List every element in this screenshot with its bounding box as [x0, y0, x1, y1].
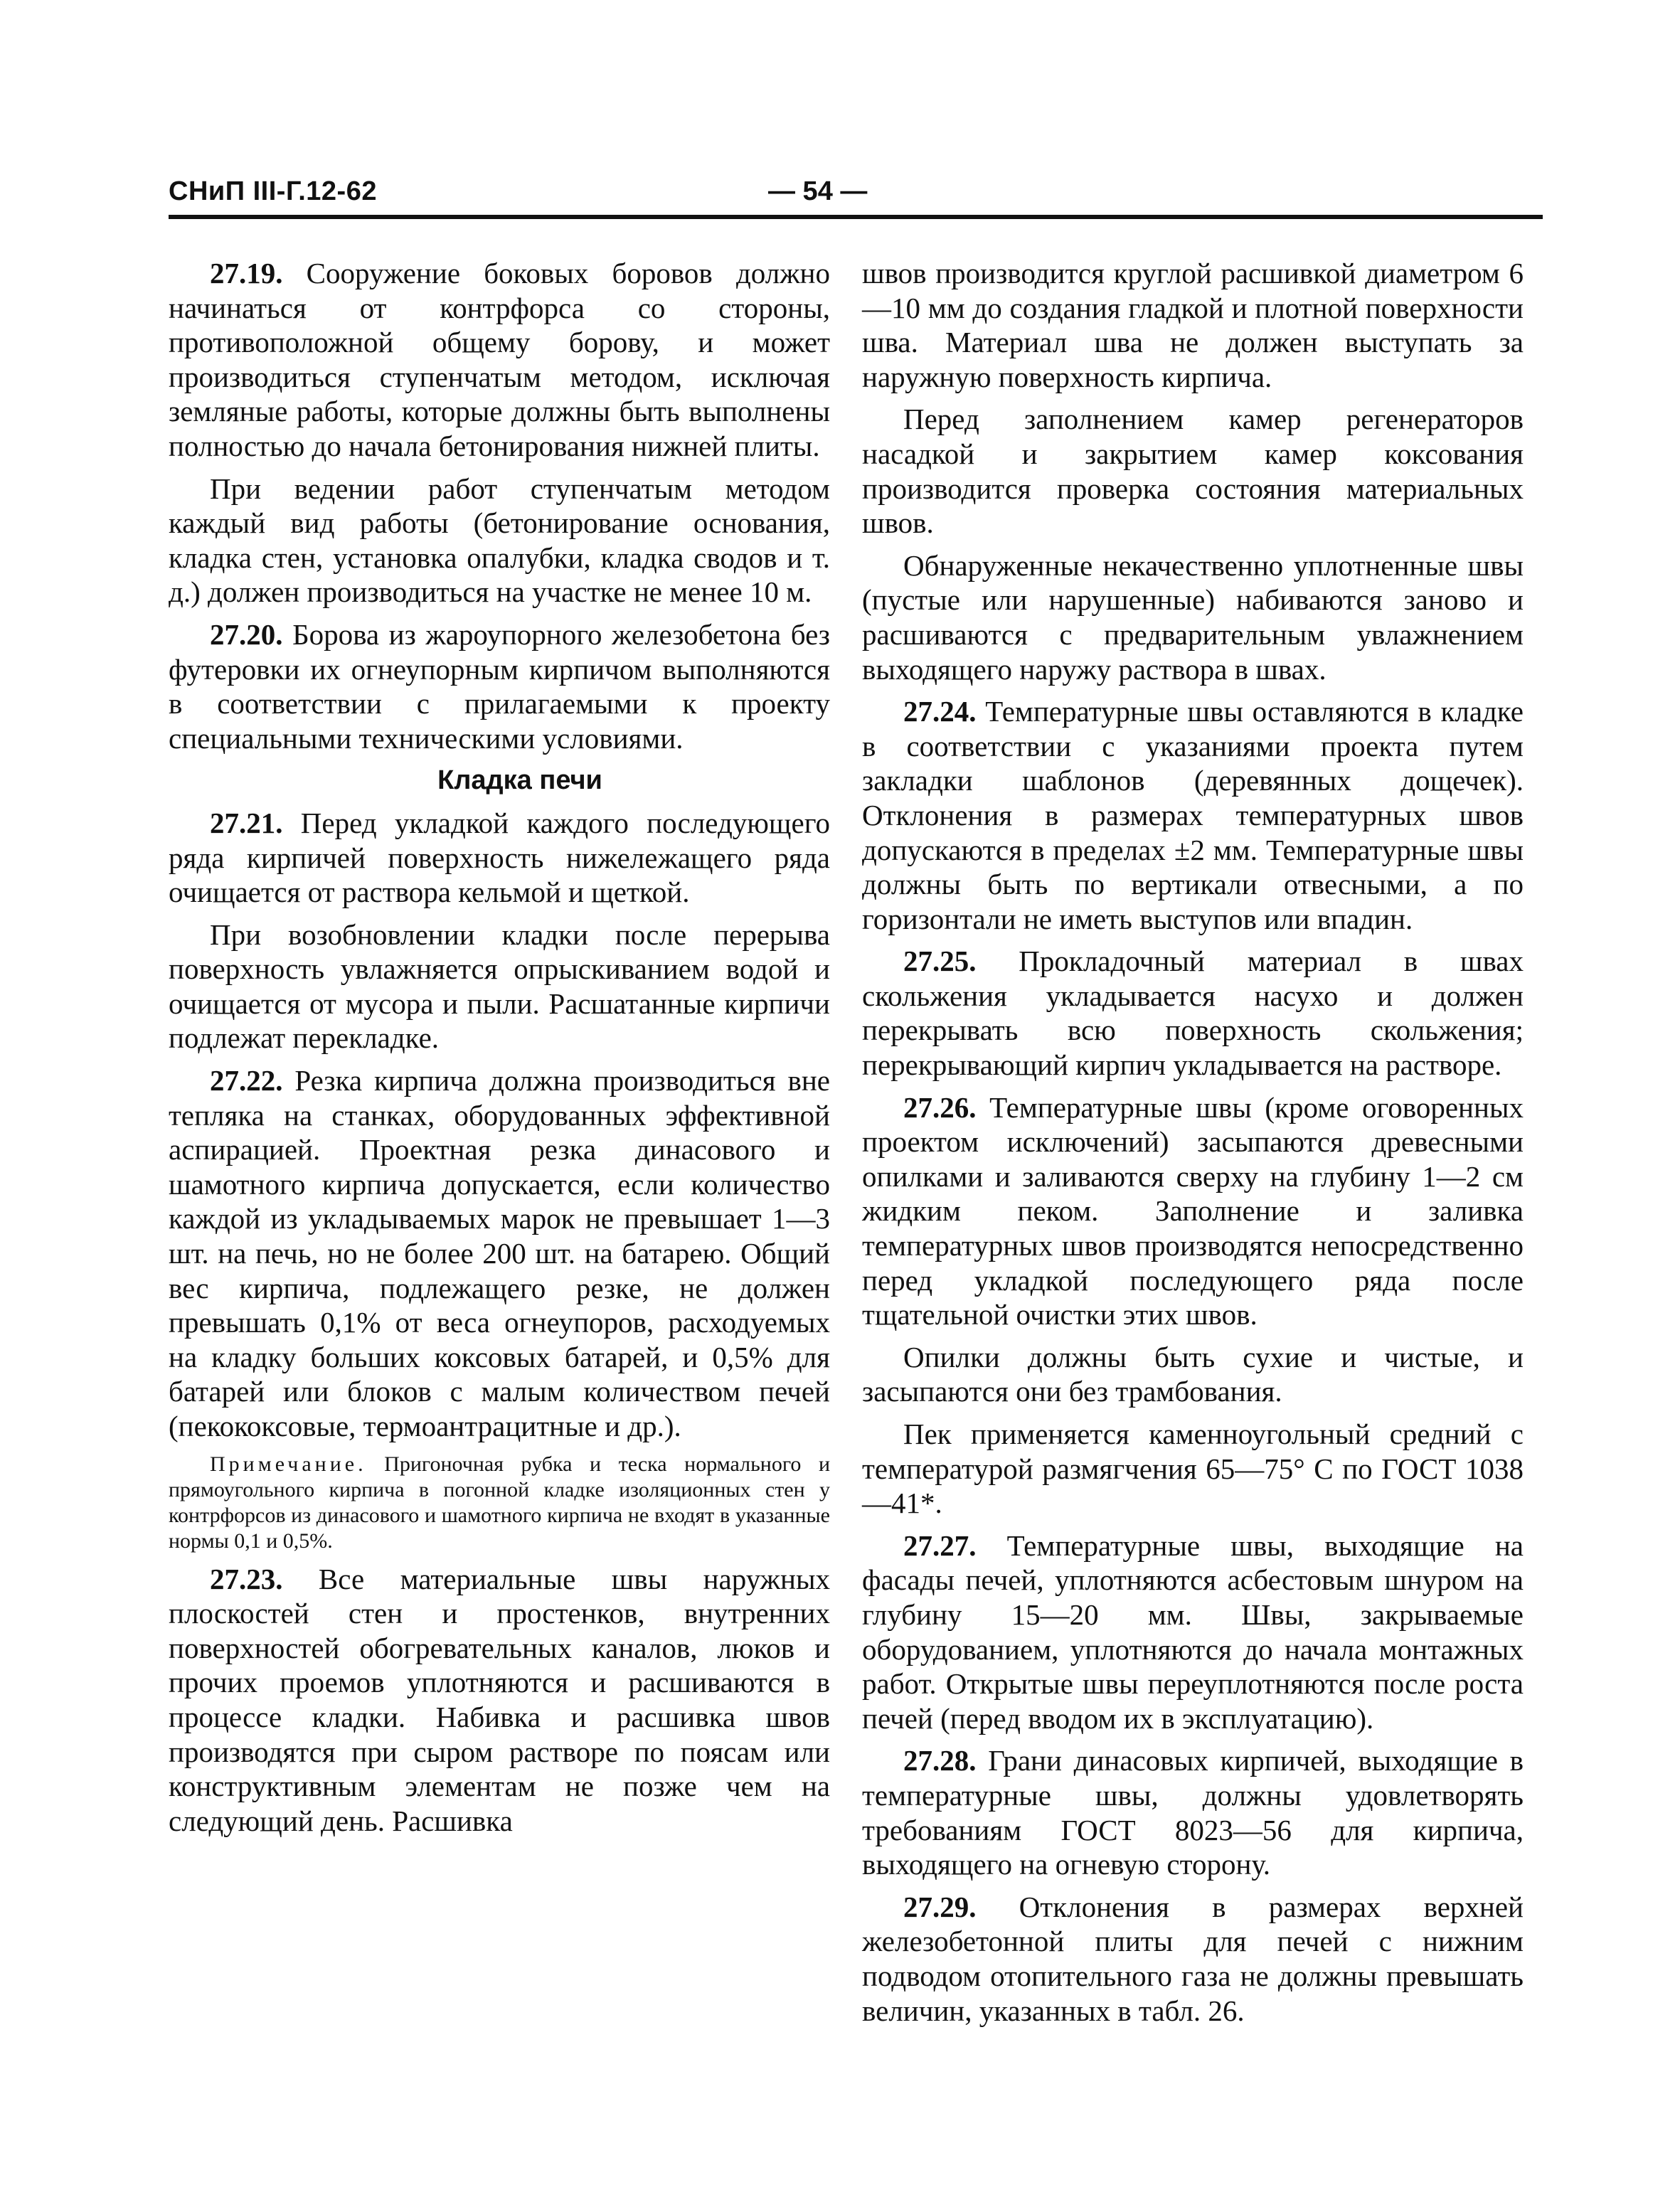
document-code: СНиП III-Г.12-62	[169, 176, 377, 206]
paragraph: Опилки должны быть сухие и чистые, и засыпаются они без трамбования.	[862, 1340, 1524, 1408]
paragraph-text: Температурные швы (кроме оговоренных проектом исключений) засыпаются древесными опилками и заливаются сверху на глубину 1—2 см жидким пеком. Заполнение и заливка температурных швов производятся непосредственно перед укладкой последующего ряда после тщательной очистки этих швов.	[862, 1090, 1524, 1331]
clause-number: 27.28.	[903, 1744, 977, 1777]
clause-number: 27.27.	[903, 1529, 977, 1562]
header-rule	[169, 215, 1543, 219]
paragraph-text: Температурные швы оставляются в кладке в соответствии с указаниями проекта путем закладки шаблонов (деревянных дощечек). Отклонения в размерах температурных швов допускаются в пределах ±2 мм. Температурные швы должны быть по вертикали отвесными, а по горизонтали не иметь выступов или впадин.	[862, 695, 1524, 935]
clause-number: 27.22.	[210, 1064, 283, 1097]
paragraph: Перед заполнением камер регенераторов насадкой и закрытием камер коксования производится проверка состояния материальных швов.	[862, 403, 1524, 540]
paragraph-27-24	[862, 694, 1524, 936]
clause-number: 27.29.	[903, 1890, 977, 1923]
paragraph-continuation: швов производится круглой расшивкой диаметром 6—10 мм до создания гладкой и плотной поверхности шва. Материал шва не должен выступать за наружную поверхность кирпича.	[862, 257, 1524, 393]
clause-number: 27.26.	[903, 1090, 977, 1124]
paragraph-text: Отклонения в размерах верхней железобетонной плиты для печей с нижним подводом отопительного газа не должны превышать величин, указанных в табл. 26.	[862, 1890, 1524, 2027]
paragraph-text: Прокладочный материал в швах скольжения укладывается насухо и должен перекрывать всю поверхность скольжения; перекрывающий кирпич укладывается на растворе.	[862, 945, 1524, 1082]
clause-number: 27.21.	[210, 806, 283, 839]
paragraph: При возобновлении кладки после перерыва поверхность увлажняется опрыскиванием водой и очищается от мусора и пыли. Расшатанные кирпичи подлежат перекладке.	[169, 918, 830, 1055]
paragraph-27-19	[169, 256, 830, 464]
clause-number: 27.25.	[903, 945, 977, 978]
paragraph: При ведении работ ступенчатым методом каждый вид работы (бетонирование основания, кладка стен, установка опалубки, кладка сводов и т. д.) должен производиться на участке не менее 10 м.	[169, 472, 830, 609]
paragraph-text: Перед укладкой каждого последующего ряда кирпичей поверхность нижележащего ряда очищается от раствора кельмой и щеткой.	[169, 806, 830, 909]
paragraph-27-22	[169, 1063, 830, 1444]
clause-number: 27.23.	[210, 1562, 283, 1595]
section-heading: Кладка печи	[437, 765, 602, 796]
paragraph-text: Резка кирпича должна производиться вне тепляка на станках, оборудованных эффективной аспирацией. Проектная резка динасового и шамотного кирпича допускается, если количество каждой из укладываемых марок не превышает 1—3 шт. на печь, но не более 200 шт. на батарею. Общий вес кирпича, подлежащего резке, не должен превышать 0,1% от веса огнеупоров, расходуемых на кладку больших коксовых батарей, и 0,5% для батарей или блоков с малым количеством печей (пекококсовые, термоантрацитные и др.).	[169, 1064, 830, 1442]
paragraph-27-25	[862, 944, 1524, 1082]
paragraph-text: Сооружение боковых боровов должно начинаться от контрфорса со стороны, противоположной общему борову, и может производиться ступенчатым методом, исключая земляные работы, которые должны быть выполнены полностью до начала бетонирования нижней плиты.	[169, 257, 830, 462]
note-text: Пригоночная рубка и теска нормального и прямоугольного кирпича в погонной кладке изоляционных стен у контрфорсов из динасового и шамотного кирпича не входят в указанные нормы 0,1 и 0,5%.	[169, 1452, 830, 1553]
paragraph-text: Борова из жароупорного железобетона без футеровки их огнеупорным кирпичом выполняются в соответствии с прилагаемыми к проекту специальными техническими условиями.	[169, 617, 830, 755]
right-column	[862, 256, 1524, 2036]
left-column	[169, 256, 830, 1846]
paragraph-text: Температурные швы, выходящие на фасады печей, уплотняются асбестовым шнуром на глубину 15—20 мм. Швы, закрываемые оборудованием, уплотняются до начала монтажных работ. Открытые швы переуплотняются после роста печей (перед вводом их в эксплуатацию).	[862, 1529, 1524, 1735]
note	[169, 1452, 830, 1554]
paragraph-27-20	[169, 617, 830, 755]
paragraph-text: Все материальные швы наружных плоскостей стен и простенков, внутренних поверхностей обогревательных каналов, люков и прочих проемов уплотняются и расшиваются в процессе кладки. Набивка и расшивка швов производятся при сыром растворе по поясам или конструктивным элементам не позже чем на следующий день. Расшивка	[169, 1562, 830, 1837]
paragraph-27-28	[862, 1743, 1524, 1881]
paragraph: Пек применяется каменноугольный средний с температурой размягчения 65—75° С по ГОСТ 1038—41*.	[862, 1418, 1524, 1520]
paragraph-27-23	[169, 1562, 830, 1839]
paragraph-27-29	[862, 1890, 1524, 2028]
paragraph-27-21	[169, 806, 830, 910]
page-number: — 54 —	[768, 176, 868, 206]
note-label: Примечание.	[210, 1452, 367, 1476]
paragraph-27-27	[862, 1529, 1524, 1736]
paragraph: Обнаруженные некачественно уплотненные швы (пустые или нарушенные) набиваются заново и расшиваются с предварительным увлажнением выходящего наружу раствора в швах.	[862, 548, 1524, 686]
paragraph-27-26	[862, 1090, 1524, 1332]
clause-number: 27.24.	[903, 695, 977, 728]
clause-number: 27.20.	[210, 617, 283, 651]
clause-number: 27.19.	[210, 257, 283, 289]
paragraph-text: Грани динасовых кирпичей, выходящие в температурные швы, должны удовлетворять требованиям ГОСТ 8023—56 для кирпича, выходящего на огневую сторону.	[862, 1744, 1524, 1881]
